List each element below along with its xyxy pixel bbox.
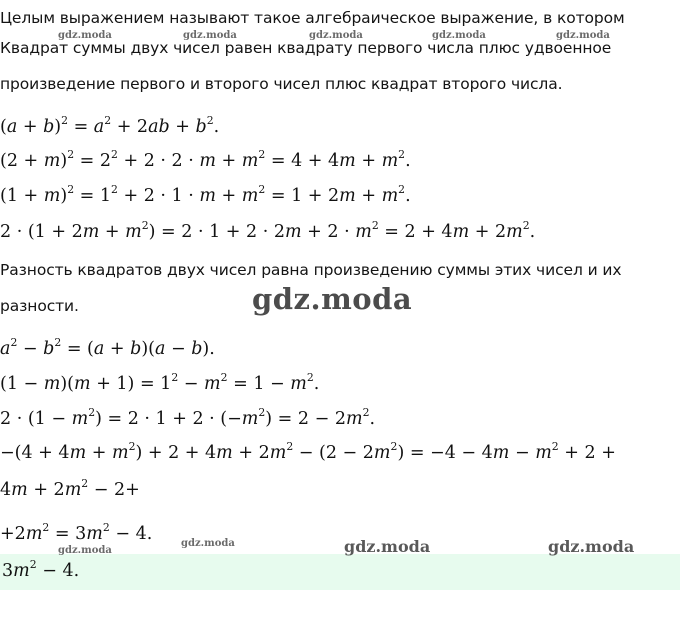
formula-example-5: $2 \cdot (1 - m^2) = 2 \cdot 1 + 2 \cdot (-m^2) = 2 - 2m^2$.: [0, 405, 376, 429]
theory-line-3: произведение первого и второго чисел плюс квадрат второго числа.: [0, 75, 563, 93]
watermark: gdz.moda: [181, 538, 235, 549]
formula-example-6-line-3: $+2m^2 = 3m^2 - 4$.: [0, 520, 153, 544]
answer-box: [0, 554, 680, 590]
formula-example-6-line-1: $-(4 + 4m + m^2) + 2 + 4m + 2m^2 - (2 - 2m^2) = -4 - 4m - m^2 + 2$ +: [0, 439, 616, 463]
formula-diff-squares: $a^2 - b^2 = (a + b)(a - b)$.: [0, 335, 215, 359]
watermark: gdz.moda: [309, 30, 363, 41]
watermark: gdz.moda: [58, 30, 112, 41]
formula-sum-square: $(a + b)^2 = a^2 + 2ab + b^2$.: [0, 113, 220, 137]
watermark: gdz.moda: [58, 545, 112, 556]
watermark-large: gdz.moda: [252, 282, 413, 316]
formula-example-6-line-2: $4m + 2m^2 - 2+$: [0, 476, 140, 500]
theory-line-2: Квадрат суммы двух чисел равен квадрату первого числа плюс удвоенное: [0, 39, 612, 57]
watermark: gdz.moda: [556, 30, 610, 41]
watermark: gdz.moda: [548, 537, 635, 556]
watermark: gdz.moda: [344, 537, 431, 556]
formula-example-3: $2 \cdot (1 + 2m + m^2) = 2 \cdot 1 + 2 \cdot 2m + 2 \cdot m^2 = 2 + 4m + 2m^2$.: [0, 218, 536, 242]
theory-line-4: Разность квадратов двух чисел равна произведению суммы этих чисел и их: [0, 261, 622, 279]
formula-example-2: $(1 + m)^2 = 1^2 + 2 \cdot 1 \cdot m + m^2 = 1 + 2m + m^2$.: [0, 182, 411, 206]
watermark: gdz.moda: [432, 30, 486, 41]
theory-line-5: разности.: [0, 297, 79, 315]
formula-example-4: $(1 - m)(m + 1) = 1^2 - m^2 = 1 - m^2$.: [0, 370, 320, 394]
answer-value: $3m^2 - 4$.: [2, 557, 80, 581]
theory-line-1: Целым выражением называют такое алгебраическое выражение, в котором: [0, 9, 625, 27]
watermark: gdz.moda: [183, 30, 237, 41]
formula-example-1: $(2 + m)^2 = 2^2 + 2 \cdot 2 \cdot m + m^2 = 4 + 4m + m^2$.: [0, 147, 411, 171]
